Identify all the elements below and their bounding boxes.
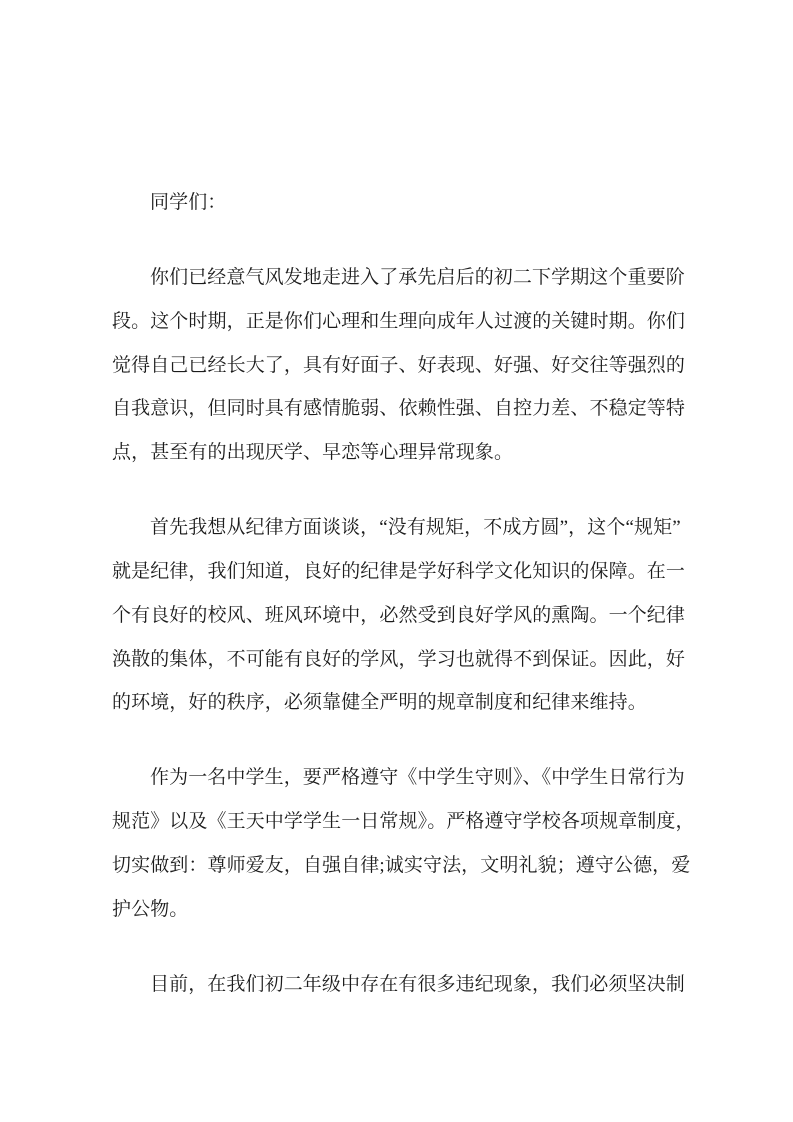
paragraph	[112, 506, 684, 725]
text-line: 首先我想从纪律方面谈谈，“没有规矩，不成方圆”，这个“规矩”	[150, 517, 681, 539]
paragraph	[112, 963, 684, 1007]
text-line: 涣散的集体，不可能有良好的学风，学习也就得不到保证。因此，好	[112, 648, 686, 670]
text-line: 你们已经意气风发地走进入了承先启后的初二下学期这个重要阶	[150, 266, 685, 288]
text-line: 作为一名中学生，要严格遵守《中学生守则》、《中学生日常行为	[150, 767, 685, 789]
text-line: 个有良好的校风、班风环境中，必然受到良好学风的熏陶。一个纪律	[112, 604, 686, 626]
text-column	[112, 181, 695, 1038]
paragraph	[112, 256, 684, 475]
text-line: 切实做到：尊师爱友，自强自律;诚实守法，文明礼貌；遵守公德，爱	[112, 854, 691, 876]
text-line: 段。这个时期，正是你们心理和生理向成年人过渡的关键时期。你们	[112, 310, 686, 332]
text-line: 点，甚至有的出现厌学、早恋等心理异常现象。	[112, 442, 514, 464]
text-line: 的环境，好的秩序，必须靠健全严明的规章制度和纪律来维持。	[112, 692, 647, 714]
paragraph	[112, 756, 695, 931]
paragraph	[112, 181, 684, 225]
text-line: 规范》以及《王天中学学生一日常规》。严格遵守学校各项规章制度，	[112, 811, 695, 833]
text-line: 护公物。	[112, 898, 189, 920]
text-line: 觉得自己已经长大了，具有好面子、好表现、好强、好交往等强烈的	[112, 354, 686, 376]
text-line: 目前，在我们初二年级中存在有很多违纪现象，我们必须坚决制	[150, 973, 685, 995]
text-line: 就是纪律，我们知道，良好的纪律是学好科学文化知识的保障。在一	[112, 560, 686, 582]
text-line: 自我意识，但同时具有感情脆弱、依赖性强、自控力差、不稳定等特	[112, 398, 686, 420]
text-line: 同学们：	[150, 192, 227, 213]
